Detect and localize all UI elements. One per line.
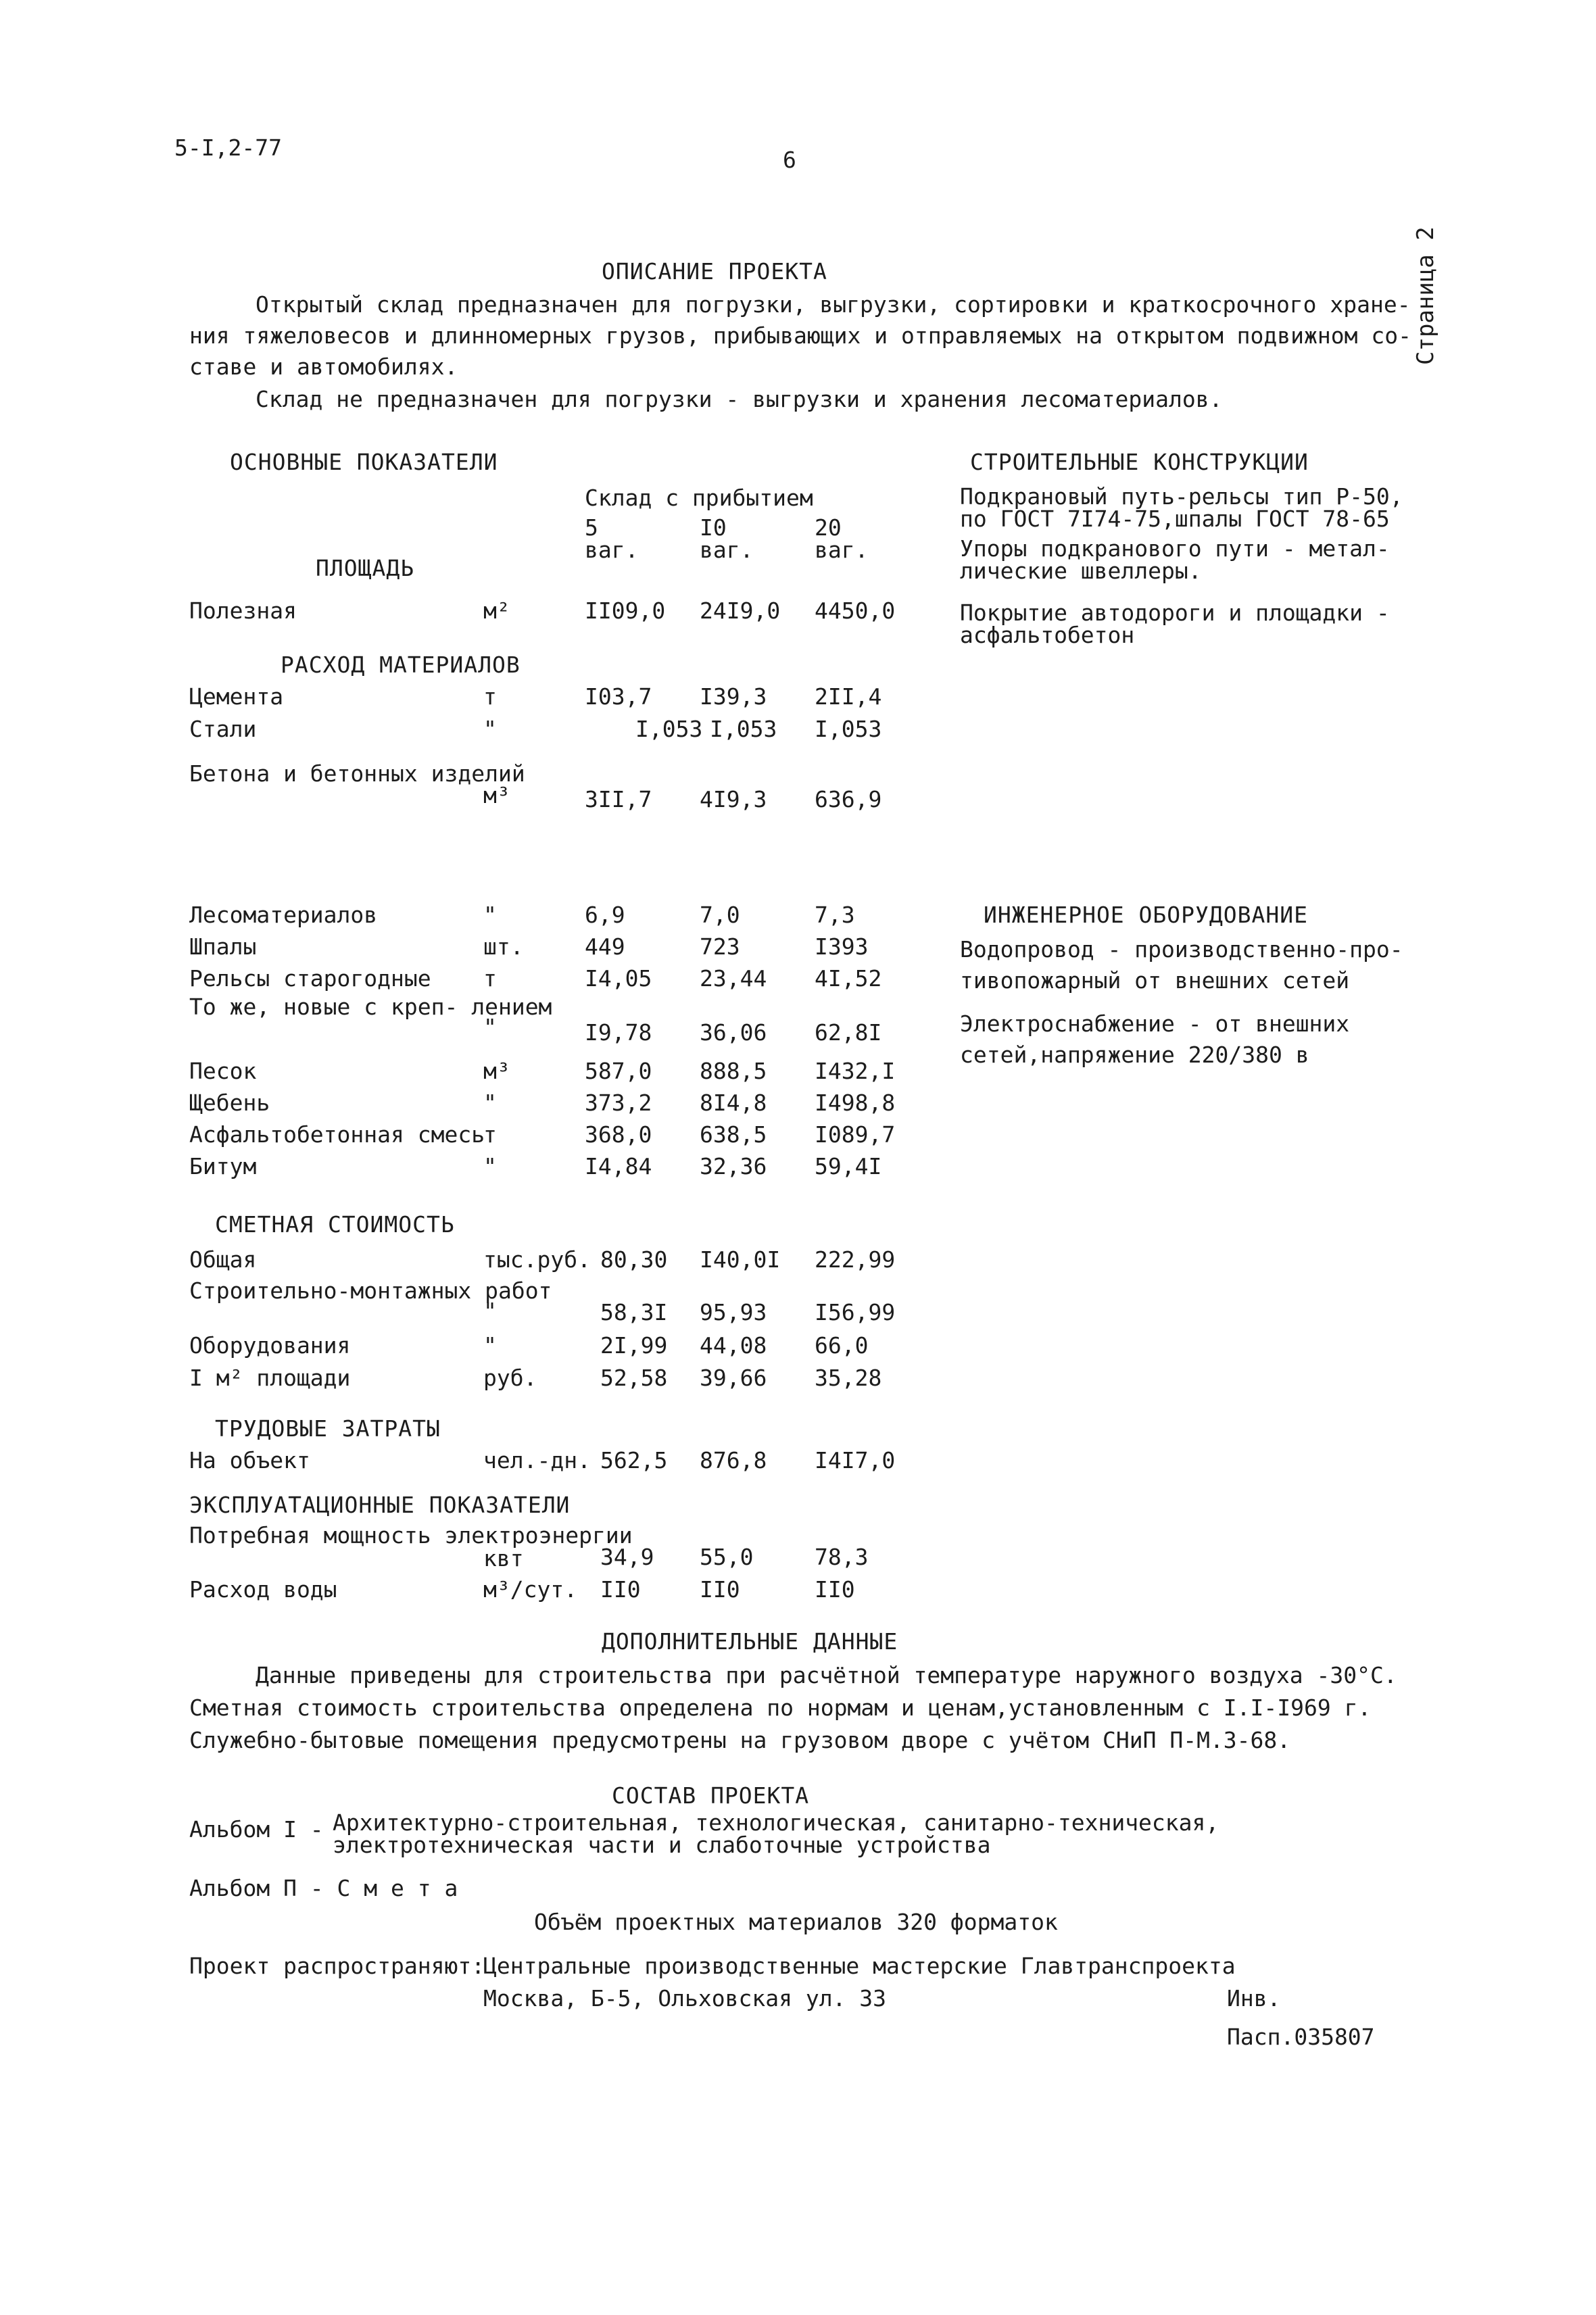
row-label: То же, новые с креп- лением <box>189 994 552 1020</box>
row-value: 24I9,0 <box>700 598 781 624</box>
row-value: 32,36 <box>700 1153 767 1179</box>
row-value: 80,30 <box>600 1246 668 1273</box>
row-value: 2I,99 <box>600 1332 668 1359</box>
row-value: 4I9,3 <box>700 786 767 812</box>
row-unit: " <box>483 902 497 928</box>
engineering-heading: ИНЖЕНЕРНОЕ ОБОРУДОВАНИЕ <box>984 902 1308 928</box>
row-value: 2II,4 <box>815 683 882 710</box>
constructions-heading: СТРОИТЕЛЬНЫЕ КОНСТРУКЦИИ <box>970 449 1309 475</box>
row-value: 78,3 <box>815 1544 869 1570</box>
additional-line-3: Служебно-бытовые помещения предусмотрены на грузовом дворе с учётом СНиП П-М.3-68. <box>189 1727 1291 1753</box>
row-label: Асфальтобетонная смесь <box>189 1121 485 1148</box>
distribution-address: Москва, Б-5, Ольховская ул. 33 <box>483 1985 887 2012</box>
row-value: I,053 <box>710 716 777 742</box>
row-label: Рельсы старогодные <box>189 965 431 992</box>
row-unit: м³ <box>483 782 510 808</box>
table-row <box>0 1365 946 1426</box>
row-label: I м² площади <box>189 1365 351 1391</box>
col-2-num: I0 <box>700 514 727 541</box>
row-value: 7,3 <box>815 902 855 928</box>
row-value: 636,9 <box>815 786 882 812</box>
cost-heading: СМЕТНАЯ СТОИМОСТЬ <box>215 1211 455 1238</box>
row-value: 8I4,8 <box>700 1090 767 1116</box>
row-label: Щебень <box>189 1090 270 1116</box>
row-value: I9,78 <box>585 1019 652 1046</box>
indicators-heading: ОСНОВНЫЕ ПОКАЗАТЕЛИ <box>230 449 498 475</box>
composition-heading: СОСТАВ ПРОЕКТА <box>612 1782 810 1809</box>
row-value: 23,44 <box>700 965 767 992</box>
row-unit: " <box>483 1298 497 1324</box>
row-unit: " <box>483 1014 497 1040</box>
row-value: I,053 <box>815 716 882 742</box>
ops-heading: ЭКСПЛУАТАЦИОННЫЕ ПОКАЗАТЕЛИ <box>189 1492 571 1518</box>
row-label: Шпалы <box>189 933 257 960</box>
album-1-label: Альбом I - <box>189 1816 324 1843</box>
row-value: 449 <box>585 933 625 960</box>
row-unit: м² <box>483 598 510 624</box>
row-unit: т <box>483 965 497 992</box>
row-value: 95,93 <box>700 1299 767 1325</box>
col-3-unit: ваг. <box>815 537 869 563</box>
row-value: 62,8I <box>815 1019 882 1046</box>
area-heading: ПЛОЩАДЬ <box>316 555 415 581</box>
album-2: Альбом П - С м е т а <box>189 1875 458 1901</box>
row-value: 6,9 <box>585 902 625 928</box>
row-value: 66,0 <box>815 1332 869 1359</box>
row-value: 7,0 <box>700 902 740 928</box>
col-3-num: 20 <box>815 514 842 541</box>
row-value: 58,3I <box>600 1299 668 1325</box>
row-unit: " <box>483 716 497 742</box>
distribution-label: Проект распространяют: <box>189 1953 485 1979</box>
row-value: 39,66 <box>700 1365 767 1391</box>
row-value: I432,I <box>815 1058 896 1084</box>
row-value: I40,0I <box>700 1246 781 1273</box>
row-value: 52,58 <box>600 1365 668 1391</box>
row-unit: м³/сут. <box>483 1576 578 1603</box>
page-title: ОПИСАНИЕ ПРОЕКТА <box>602 258 827 285</box>
row-value: 562,5 <box>600 1447 668 1473</box>
row-value: I,053 <box>635 716 703 742</box>
materials-heading: РАСХОД МАТЕРИАЛОВ <box>281 652 521 678</box>
distribution-org: Центральные производственные мастерские Главтранспроекта <box>483 1953 1236 1979</box>
row-label: Лесоматериалов <box>189 902 378 928</box>
row-value: 723 <box>700 933 740 960</box>
row-label: Битум <box>189 1153 257 1179</box>
row-unit: т <box>483 1121 497 1148</box>
row-label: Песок <box>189 1058 257 1084</box>
row-unit: квт <box>483 1545 524 1571</box>
row-value: I03,7 <box>585 683 652 710</box>
document-code: 5-I,2-77 <box>174 135 282 161</box>
additional-heading: ДОПОЛНИТЕЛЬНЫЕ ДАННЫЕ <box>602 1628 898 1655</box>
engineering-water: Водопровод - производственно-про- тивопожарный от внешних сетей <box>960 936 1403 994</box>
row-unit: " <box>483 1153 497 1179</box>
row-value: 222,99 <box>815 1246 896 1273</box>
table-row <box>0 598 946 659</box>
row-label: Строительно-монтажных работ <box>189 1277 552 1304</box>
row-value: II09,0 <box>585 598 666 624</box>
album-1-text: Архитектурно-строительная, технологическая, санитарно-техническая, электротехническая части и слаботочные устройства <box>333 1809 1219 1858</box>
row-label: На объект <box>189 1447 310 1473</box>
row-unit: т <box>483 683 497 710</box>
row-unit: руб. <box>483 1365 537 1391</box>
row-unit: тыс.руб. <box>483 1246 591 1273</box>
group-header: Склад с прибытием <box>585 485 813 511</box>
row-value: II0 <box>815 1576 855 1603</box>
table-row <box>0 1154 946 1215</box>
row-value: I393 <box>815 933 869 960</box>
row-value: 36,06 <box>700 1019 767 1046</box>
row-value: 373,2 <box>585 1090 652 1116</box>
row-value: 44,08 <box>700 1332 767 1359</box>
row-value: 3II,7 <box>585 786 652 812</box>
table-row <box>0 1277 946 1340</box>
row-value: I4I7,0 <box>815 1447 896 1473</box>
intro-line-3: ставе и автомобилях. <box>189 354 458 380</box>
constructions-stops: Упоры подкранового пути - метал- лические швеллеры. <box>960 535 1390 584</box>
row-label: Общая <box>189 1246 257 1273</box>
row-unit: чел.-дн. <box>483 1447 591 1473</box>
constructions-rails: Подкрановый путь-рельсы тип Р-50, по ГОСТ 7I74-75,шпалы ГОСТ 78-65 <box>960 483 1403 532</box>
engineering-power: Электроснабжение - от внешних сетей,напряжение 220/380 в <box>960 1010 1350 1069</box>
passport-number: Пасп.035807 <box>1227 2024 1375 2050</box>
page-number: 6 <box>783 147 796 173</box>
additional-line-2: Сметная стоимость строительства определена по нормам и ценам,установленным с I.I-I969 г. <box>189 1695 1372 1721</box>
row-label: Бетона и бетонных изделий <box>189 760 525 787</box>
row-value: I4,05 <box>585 965 652 992</box>
row-value: 4450,0 <box>815 598 896 624</box>
row-value: II0 <box>600 1576 641 1603</box>
row-value: I4,84 <box>585 1153 652 1179</box>
row-value: 34,9 <box>600 1544 654 1570</box>
col-2-unit: ваг. <box>700 537 754 563</box>
row-unit: " <box>483 1332 497 1359</box>
side-page-label: Страница 2 <box>1412 226 1439 365</box>
constructions-paving: Покрытие автодороги и площадки - асфальтобетон <box>960 600 1390 648</box>
row-value: 35,28 <box>815 1365 882 1391</box>
row-unit: шт. <box>483 933 524 960</box>
project-volume: Объём проектных материалов 320 форматок <box>534 1909 1058 1935</box>
row-value: 876,8 <box>700 1447 767 1473</box>
table-row <box>0 1524 946 1585</box>
row-value: I498,8 <box>815 1090 896 1116</box>
table-row <box>0 996 946 1056</box>
intro-line-1: Открытый склад предназначен для погрузки, выгрузки, сортировки и краткосрочного хране- <box>256 291 1411 318</box>
row-label: Стали <box>189 716 257 742</box>
row-value: 368,0 <box>585 1121 652 1148</box>
table-row <box>0 762 946 823</box>
intro-line-4: Склад не предназначен для погрузки - выгрузки и хранения лесоматериалов. <box>256 386 1223 412</box>
row-unit: м³ <box>483 1058 510 1084</box>
row-value: 59,4I <box>815 1153 882 1179</box>
row-label: Полезная <box>189 598 297 624</box>
inventory-label: Инв. <box>1227 1985 1281 2012</box>
row-value: 55,0 <box>700 1544 754 1570</box>
row-value: II0 <box>700 1576 740 1603</box>
col-1-unit: ваг. <box>585 537 639 563</box>
row-value: 4I,52 <box>815 965 882 992</box>
row-value: 638,5 <box>700 1121 767 1148</box>
row-value: I089,7 <box>815 1121 896 1148</box>
additional-line-1: Данные приведены для строительства при расчётной температуре наружного воздуха -30°С. <box>256 1662 1397 1688</box>
intro-line-2: ния тяжеловесов и длинномерных грузов, прибывающих и отправляемых на открытом подвижном со- <box>189 322 1411 349</box>
row-label: Оборудования <box>189 1332 351 1359</box>
row-value: 888,5 <box>700 1058 767 1084</box>
col-1-num: 5 <box>585 514 598 541</box>
row-label: Цемента <box>189 683 284 710</box>
row-value: I56,99 <box>815 1299 896 1325</box>
row-value: 587,0 <box>585 1058 652 1084</box>
labor-heading: ТРУДОВЫЕ ЗАТРАТЫ <box>215 1415 441 1442</box>
row-value: I39,3 <box>700 683 767 710</box>
row-label: Потребная мощность электроэнергии <box>189 1522 633 1549</box>
row-unit: " <box>483 1090 497 1116</box>
row-label: Расход воды <box>189 1576 337 1603</box>
